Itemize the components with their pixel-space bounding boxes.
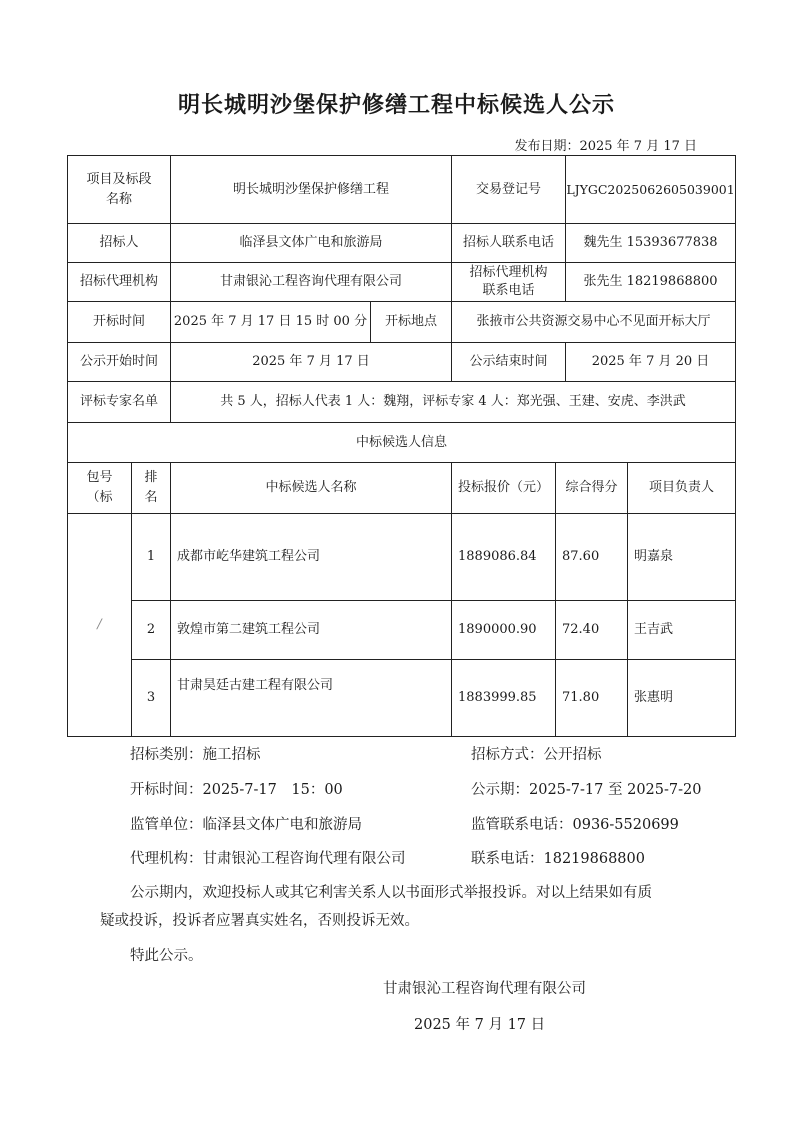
signature-date: 2025 年 7 月 17 日 <box>414 1017 546 1033</box>
table-row-1-manager: 明嘉泉 <box>634 549 674 564</box>
reg-label: 交易登记号 <box>475 181 541 197</box>
tenderer-phone-label: 招标人联系电话 <box>462 235 554 250</box>
table-row-1-rank: 1 <box>146 549 156 564</box>
header-score: 综合得分 <box>565 480 618 495</box>
agency-name: 甘肃银沁工程咨询代理有限公司 <box>219 274 402 289</box>
signature-org: 甘肃银沁工程咨询代理有限公司 <box>383 981 586 997</box>
header-price: 投标报价（元） <box>457 480 549 495</box>
notice-start: 2025 年 7 月 17 日 <box>252 354 370 369</box>
table-row-2-name: 敦煌市第二建筑工程公司 <box>177 622 321 637</box>
supervisor-phone: 监管联系电话：0936-5520699 <box>471 817 679 833</box>
table-row-3-manager: 张惠明 <box>634 690 674 705</box>
footer-open-time: 开标时间：2025-7-17 15：00 <box>130 782 343 798</box>
agency-phone: 张先生 18219868800 <box>583 274 718 289</box>
table-row-2-rank: 2 <box>146 622 156 637</box>
header-rank: 排 名 <box>144 470 158 505</box>
bid-type: 招标类别：施工招标 <box>130 747 261 763</box>
agency-label: 招标代理机构 <box>79 274 158 289</box>
publish-date: 发布日期：2025 年 7 月 17 日 <box>514 139 697 154</box>
footer-agency-phone: 联系电话：18219868800 <box>471 851 645 867</box>
open-place: 张掖市公共资源交易中心不见面开标大厅 <box>476 314 711 329</box>
header-manager: 项目负责人 <box>648 480 714 495</box>
table-row-3-name: 甘肃昊廷古建工程有限公司 <box>177 678 334 693</box>
notice-paragraph-line-2: 疑或投诉，投诉者应署真实姓名，否则投诉无效。 <box>100 913 419 929</box>
open-time-label: 开标时间 <box>92 314 145 329</box>
footer-agency: 代理机构：甘肃银沁工程咨询代理有限公司 <box>130 851 406 867</box>
notice-paragraph-line-1: 公示期内，欢迎投标人或其它利害关系人以书面形式举报投诉。对以上结果如有质 <box>130 885 652 901</box>
header-lot: 包号 （标 <box>86 470 113 505</box>
table-row-1-price: 1889086.84 <box>458 549 537 564</box>
notice-start-label: 公示开始时间 <box>79 354 158 369</box>
tenderer-label: 招标人 <box>99 235 139 250</box>
reg-number: LJYGC2025062605039001 <box>566 181 735 197</box>
notice-end: 2025 年 7 月 20 日 <box>591 354 710 369</box>
closing-remark: 特此公示。 <box>130 948 203 964</box>
section-header: 中标候选人信息 <box>355 434 447 450</box>
notice-period: 公示期：2025-7-17 至 2025-7-20 <box>471 782 702 798</box>
experts-label: 评标专家名单 <box>79 394 158 409</box>
project-label: 项目及标段 名称 <box>86 171 152 207</box>
page-title: 明长城明沙堡保护修缮工程中标候选人公示 <box>177 93 615 118</box>
notice-end-label: 公示结束时间 <box>469 354 548 369</box>
table-row-1-score: 87.60 <box>562 549 600 564</box>
open-time: 2025 年 7 月 17 日 15 时 00 分 <box>173 314 368 329</box>
table-row-3-score: 71.80 <box>562 690 600 705</box>
table-row-3-rank: 3 <box>146 690 156 705</box>
tenderer-phone: 魏先生 15393677838 <box>583 235 718 250</box>
tenderer: 临泽县文体广电和旅游局 <box>239 235 383 250</box>
table-row-3-price: 1883999.85 <box>458 690 537 705</box>
header-name: 中标候选人名称 <box>265 480 357 495</box>
experts-list: 共 5 人，招标人代表 1 人：魏翔，评标专家 4 人：郑光强、王建、安虎、李洪武 <box>220 394 686 409</box>
agency-phone-label: 招标代理机构 联系电话 <box>469 265 548 298</box>
table-row-2-score: 72.40 <box>562 622 600 637</box>
bid-method: 招标方式：公开招标 <box>471 747 602 763</box>
supervisor: 监管单位：临泽县文体广电和旅游局 <box>130 817 362 833</box>
project-name: 明长城明沙堡保护修缮工程 <box>232 181 389 197</box>
open-place-label: 开标地点 <box>384 314 437 329</box>
table-row-2-manager: 王吉武 <box>634 622 674 637</box>
table-row-1-name: 成都市屹华建筑工程公司 <box>177 549 321 564</box>
lot-value: / <box>97 617 102 632</box>
table-row-2-price: 1890000.90 <box>458 622 537 637</box>
